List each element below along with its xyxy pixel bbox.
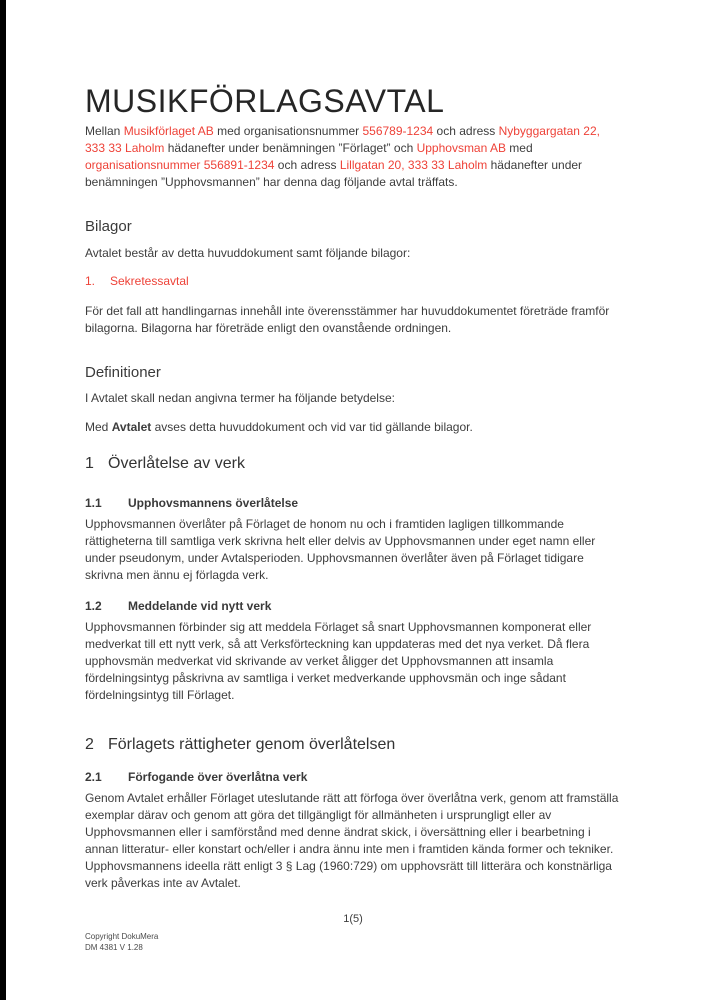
- document-title: MUSIKFÖRLAGSAVTAL: [85, 83, 445, 119]
- publisher-org-number: 556789-1234: [362, 124, 434, 138]
- section-number: 2: [85, 736, 94, 753]
- section-title: Förlagets rättigheter genom överlåtelsen: [108, 736, 396, 753]
- list-item-sekretessavtal: [85, 273, 621, 290]
- heading-section-2-1: [85, 770, 621, 785]
- defined-term: Avtalet: [111, 420, 152, 434]
- section-title: Överlåtelse av verk: [108, 455, 245, 472]
- attachment-list: [85, 273, 621, 290]
- definition-rest: avses detta huvuddokument och vid var tid gällande bilagor.: [151, 420, 473, 434]
- heading-section-2: [85, 735, 621, 755]
- bilagor-intro: Avtalet består av detta huvuddokument samt följande bilagor:: [85, 246, 411, 260]
- section-2-1-body: Genom Avtalet erhåller Förlaget uteslutande rätt att förfoga över överlåtna verk, genom att framställa exemplar därav och genom att göra det tillgängligt för allmänheten i ursprungligt eller av Upphovsmannen eller i samförstånd med denne ändrat skick, i översättning eller i bearbetning i annan litteratur- eller konstart och/eller i andra ännu inte men i framtiden kända former och tekniker. Upphovsmannens ideella rätt enligt 3 § Lag (1960:729) om upphovsrätt till litterära och konstnärliga verk påverkas inte av Avtalet.: [85, 791, 619, 890]
- definitioner-intro: I Avtalet skall nedan angivna termer ha följande betydelse:: [85, 391, 395, 405]
- window-left-edge: [0, 0, 6, 1000]
- document-body: [85, 0, 621, 892]
- intro-text: och adress: [433, 124, 499, 138]
- subsection-number: 1.1: [85, 496, 102, 510]
- intro-text: och adress: [274, 158, 340, 172]
- intro-text: hädanefter under benämningen ”Upphovsmannen” har denna dag följande avtal träffats.: [85, 158, 583, 189]
- section-number: 1: [85, 455, 94, 472]
- subsection-title: Förfogande över överlåtna verk: [128, 770, 308, 784]
- subsection-number: 2.1: [85, 770, 102, 784]
- page-number: 1(5): [343, 913, 363, 925]
- author-name: Upphovsman AB: [416, 141, 506, 155]
- intro-text: Mellan: [85, 124, 124, 138]
- list-item-number: 1.: [85, 274, 96, 288]
- heading-section-1-1: [85, 496, 621, 511]
- section-1-2-body: Upphovsmannen förbinder sig att meddela Förlaget så snart Upphovsmannen komponerat eller medverkat till ett nytt verk, så att Verksförteckning kan uppdateras med det nya verket. Då flera upphovsmän medverkat vid skrivande av verket åligger det Upphovsmannen att insamla fördelningsintyg påskrivna av samtliga i verket medverkande upphovsmän och inge sådant fördelningsintyg till Förlaget.: [85, 620, 592, 702]
- heading-bilagor: Bilagor: [85, 218, 132, 235]
- heading-section-1-2: [85, 599, 621, 614]
- subsection-number: 1.2: [85, 599, 102, 613]
- author-address: Lillgatan 20, 333 33 Laholm: [339, 158, 488, 172]
- heading-section-1: [85, 454, 621, 474]
- intro-paragraph: [85, 123, 621, 191]
- copyright-line: Copyright DokuMera: [85, 932, 159, 941]
- definition-prefix: Med: [85, 420, 112, 434]
- document-id-line: DM 4381 V 1.28: [85, 943, 143, 952]
- footer-info: [85, 931, 158, 953]
- intro-text: hädanefter under benämningen ”Förlaget” och: [164, 141, 417, 155]
- author-org-number: organisationsnummer 556891-1234: [85, 158, 275, 172]
- intro-text: med organisationsnummer: [213, 124, 363, 138]
- bilagor-note: För det fall att handlingarnas innehåll inte överensstämmer har huvuddokumentet företräde framför bilagorna. Bilagorna har företräde enligt den ovanstående ordningen.: [85, 304, 610, 335]
- list-item-label: Sekretessavtal: [110, 274, 189, 288]
- subsection-title: Meddelande vid nytt verk: [128, 599, 272, 613]
- definition-avtalet: [85, 419, 621, 436]
- subsection-title: Upphovsmannens överlåtelse: [128, 496, 299, 510]
- intro-text: med: [505, 141, 533, 155]
- publisher-name: Musikförlaget AB: [123, 124, 214, 138]
- publisher-address: Nybyggargatan 22, 333 33 Laholm: [85, 124, 600, 155]
- section-1-1-body: Upphovsmannen överlåter på Förlaget de honom nu och i framtiden lagligen tillkommande rättigheterna till samtliga verk skrivna helt eller delvis av Upphovsmannen under eget namn eller under pseudonym, under Avtalsperioden. Upphovsmannen överlåter även på Förlaget tidigare skrivna men ännu ej förlagda verk.: [85, 517, 596, 582]
- heading-definitioner: Definitioner: [85, 364, 161, 381]
